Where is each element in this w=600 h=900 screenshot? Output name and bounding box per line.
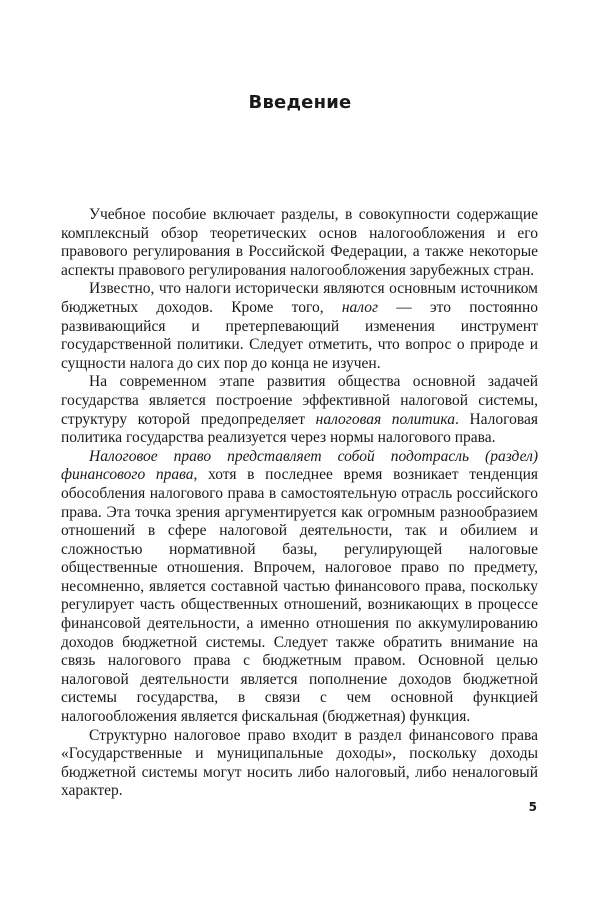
paragraph [61,727,538,801]
italic-term: налог [341,298,379,316]
page-number: 5 [528,800,537,814]
paragraph [61,206,538,280]
chapter-title: Введение [248,92,352,113]
italic-term: Налоговое право представляет собой подотрасль (раздел) финансового права [61,447,538,484]
paragraph [61,448,538,727]
text-segment: Структурно налоговое право входит в раздел финансового права «Государственные и муниципальные доходы», поскольку доходы бюджетной системы могут носить либо налоговый, либо неналоговый характер. [61,726,538,800]
text-segment: — это постоянно развивающийся и претерпевающий изменения инструмент государственной политики. Следует отметить, что вопрос о природе и сущности налога до сих пор до конца не изучен. [61,298,539,372]
body-text [61,206,538,801]
text-segment: Учебное пособие включает разделы, в совокупности содержащие комплексный обзор теоретических основ налогообложения и его правового регулирования в Российской Федерации, а также некоторые аспекты правового регулирования налогообложения зарубежных стран. [61,206,538,279]
text-segment: На современном этапе развития общества основной задачей государства является построение эффективной налоговой системы, структуру которой предопределяет [61,373,538,428]
text-segment: , хотя в последнее время возникает тенденция обособления налогового права в самостоятельную отрасль российского права. Эта точка зрения аргументируется как огромным разнообразием отношений в сфере налоговой деятельности, так и обилием и сложностью нормативной базы, регулирующей налоговые общественные отношения. Впрочем, налоговое право по предмету, несомненно, является составной частью финансового права, поскольку регулирует часть общественных отношений, возникающих в процессе финансовой деятельности, а именно отношения по аккумулированию доходов бюджетной системы. Следует также обратить внимание на связь налогового права с бюджетным правом. Основной целью налоговой деятельности является пополнение доходов бюджетной системы государства, в связи с чем основной функцией налогообложения является фискальная (бюджетная) функция. [61,466,538,726]
paragraph [61,373,538,447]
text-segment: Известно, что налоги исторически являются основным источником бюджетных доходов. Кроме того, [61,280,538,316]
text-segment: . Налоговая политика государства реализуется через нормы налогового права. [61,410,539,447]
paragraph [61,280,538,373]
italic-term: налоговая политика [315,410,455,428]
